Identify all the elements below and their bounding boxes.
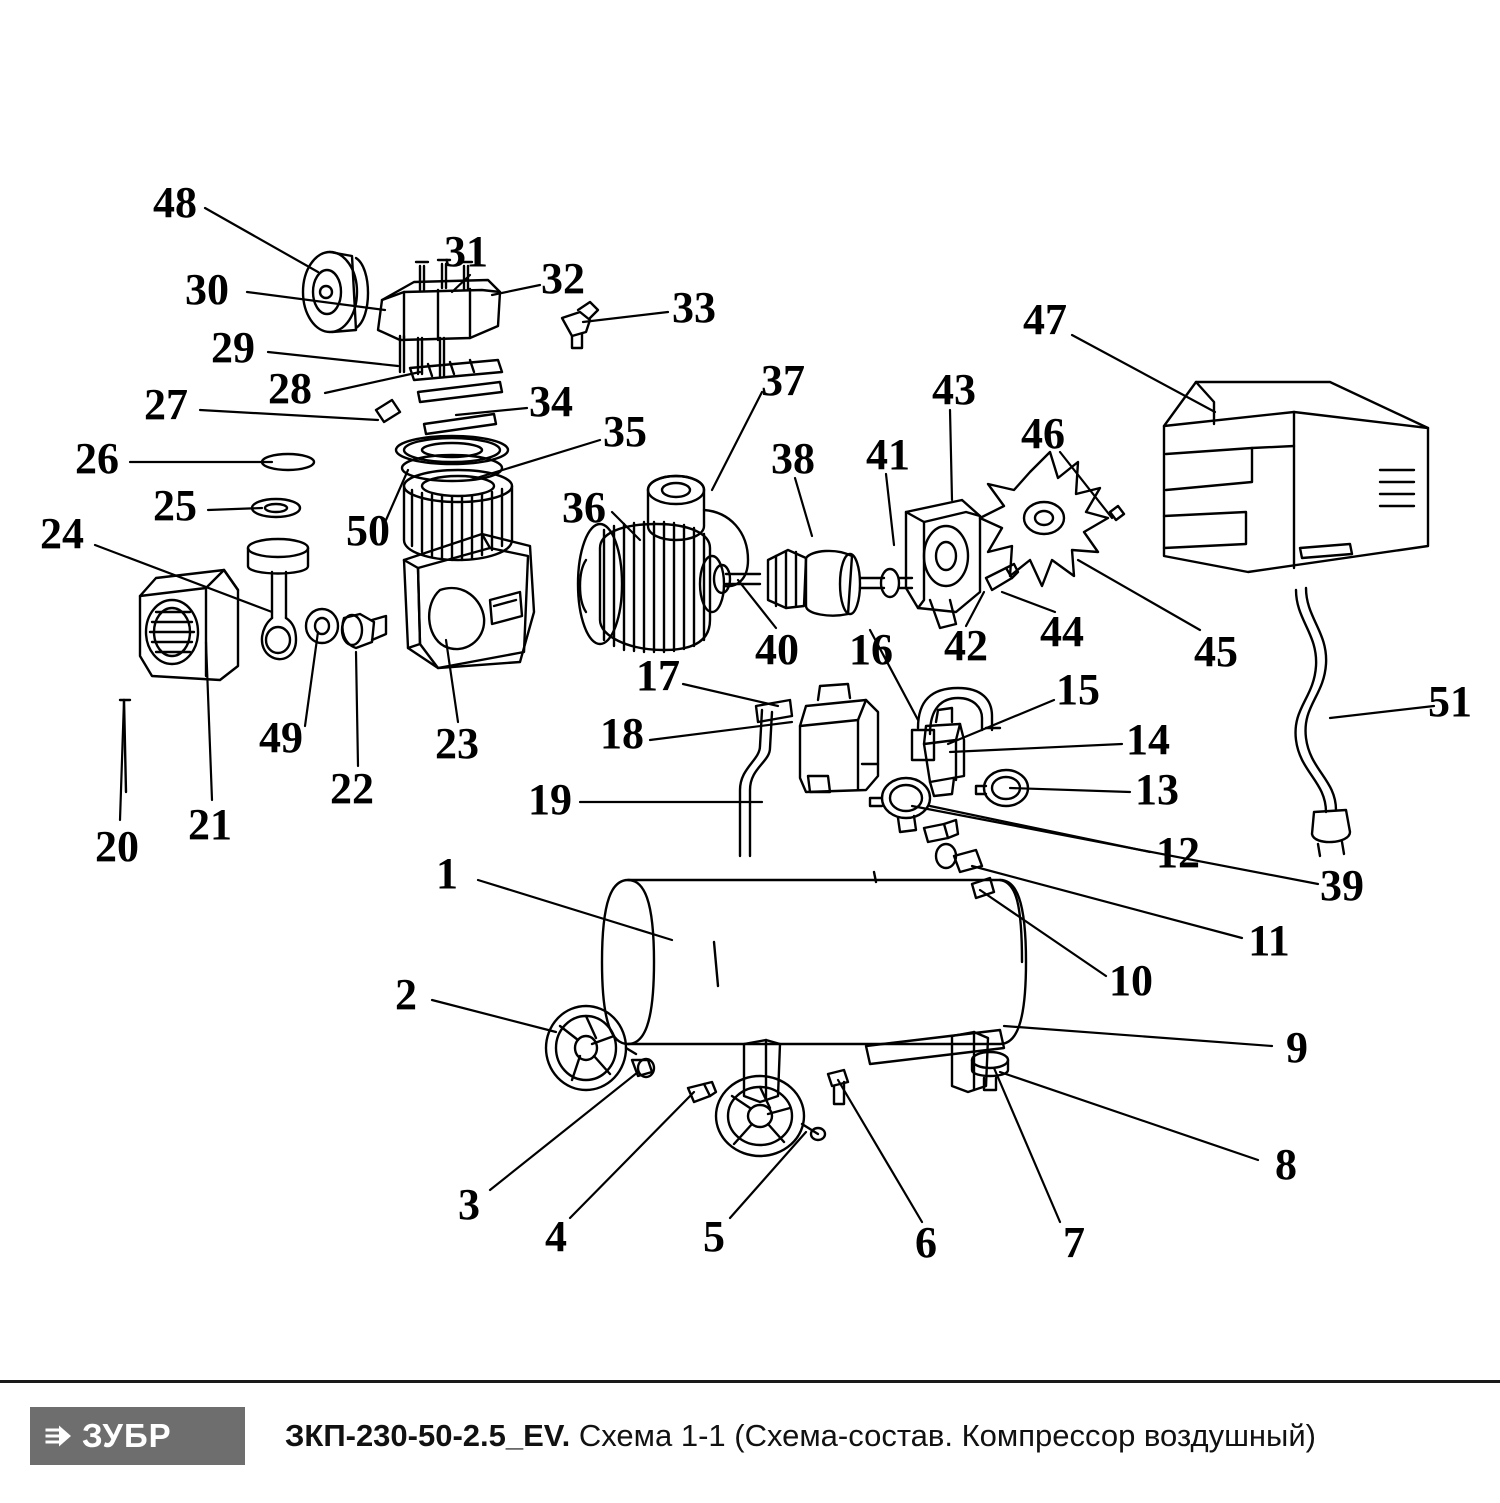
part-39-fitting <box>924 820 958 842</box>
part-29-valve-plate <box>410 360 502 380</box>
part-22-crankshaft <box>342 614 386 648</box>
callout-5: 5 <box>703 1212 725 1261</box>
callout-4: 4 <box>545 1212 567 1261</box>
callout-39: 39 <box>1320 861 1364 910</box>
footer-bar <box>0 1380 1500 1503</box>
brand-logo <box>30 1407 245 1465</box>
callout-14: 14 <box>1126 715 1170 764</box>
part-33-fitting <box>562 302 598 348</box>
callout-10: 10 <box>1109 956 1153 1005</box>
callout-29: 29 <box>211 323 255 372</box>
callout-11: 11 <box>1248 916 1290 965</box>
arrow-logo-icon <box>44 1421 74 1451</box>
part-48-pulley <box>303 252 368 332</box>
part-36-stator <box>578 522 724 652</box>
callout-3: 3 <box>458 1180 480 1229</box>
part-2-wheel <box>546 1006 636 1090</box>
scheme-description: Схема 1-1 (Схема-состав. Компрессор воздушный) <box>578 1418 1316 1453</box>
model-code: ЗКП-230-50-2.5_EV. <box>285 1418 571 1453</box>
callout-27: 27 <box>144 380 188 429</box>
callout-6: 6 <box>915 1218 937 1267</box>
part-12-gauge <box>870 778 930 832</box>
part-35-finned-cylinder <box>404 470 512 560</box>
callout-46: 46 <box>1021 409 1065 458</box>
part-11-fitting <box>936 844 982 872</box>
callout-42: 42 <box>944 621 988 670</box>
callout-23: 23 <box>435 719 479 768</box>
part-38-rotor <box>768 550 912 616</box>
callout-47: 47 <box>1023 295 1067 344</box>
part-1-tank <box>602 872 1026 1044</box>
part-50-ring <box>396 436 508 464</box>
part-9-bracket <box>744 1030 1004 1102</box>
callout-40: 40 <box>755 625 799 674</box>
callout-1: 1 <box>436 849 458 898</box>
brand-name: ЗУБР <box>82 1417 172 1454</box>
callout-49: 49 <box>259 713 303 762</box>
part-47-motor-cover <box>1164 382 1428 572</box>
part-4-nut <box>688 1082 716 1102</box>
part-24-piston-rod <box>248 539 308 659</box>
callout-34: 34 <box>529 377 573 426</box>
callout-13: 13 <box>1135 765 1179 814</box>
callout-38: 38 <box>771 434 815 483</box>
callout-18: 18 <box>600 709 644 758</box>
part-18-pressure-switch <box>800 684 878 792</box>
callout-26: 26 <box>75 434 119 483</box>
part-5-wheel <box>716 1076 825 1156</box>
callout-33: 33 <box>672 283 716 332</box>
callout-32: 32 <box>541 254 585 303</box>
callout-31: 31 <box>444 227 488 276</box>
part-13-gauge <box>976 770 1028 806</box>
callout-7: 7 <box>1063 1218 1085 1267</box>
part-32-cylinder-head <box>378 280 500 340</box>
callout-50: 50 <box>346 506 390 555</box>
callout-45: 45 <box>1194 627 1238 676</box>
callout-16: 16 <box>849 625 893 674</box>
part-21-filter-housing <box>140 570 238 680</box>
callout-12: 12 <box>1156 828 1200 877</box>
callout-48: 48 <box>153 178 197 227</box>
callout-30: 30 <box>185 265 229 314</box>
part-42-screw <box>986 564 1018 590</box>
callout-44: 44 <box>1040 607 1084 656</box>
callout-17: 17 <box>636 651 680 700</box>
callout-28: 28 <box>268 364 312 413</box>
callout-51: 51 <box>1428 677 1472 726</box>
callout-19: 19 <box>528 775 572 824</box>
part-23-crankcase <box>404 534 534 668</box>
part-7-foot <box>972 1052 1008 1090</box>
part-49-bearing <box>306 609 338 643</box>
footer-caption <box>285 1418 1316 1454</box>
callout-22: 22 <box>330 764 374 813</box>
callout-43: 43 <box>932 365 976 414</box>
callout-21: 21 <box>188 800 232 849</box>
callout-41: 41 <box>866 430 910 479</box>
callout-20: 20 <box>95 822 139 871</box>
callout-9: 9 <box>1286 1023 1308 1072</box>
part-28-gasket <box>418 382 502 402</box>
callout-15: 15 <box>1056 665 1100 714</box>
callout-2: 2 <box>395 970 417 1019</box>
part-27-pin <box>376 400 400 422</box>
callout-24: 24 <box>40 509 84 558</box>
part-51-power-cord <box>1296 588 1350 856</box>
callout-35: 35 <box>603 407 647 456</box>
callout-8: 8 <box>1275 1140 1297 1189</box>
part-31-bolts <box>400 260 472 376</box>
callout-36: 36 <box>562 483 606 532</box>
part-40-shaft <box>714 565 760 593</box>
part-6-drain-valve <box>828 1070 848 1104</box>
callout-37: 37 <box>761 356 805 405</box>
callout-25: 25 <box>153 481 197 530</box>
part-43-end-bell <box>906 500 980 628</box>
